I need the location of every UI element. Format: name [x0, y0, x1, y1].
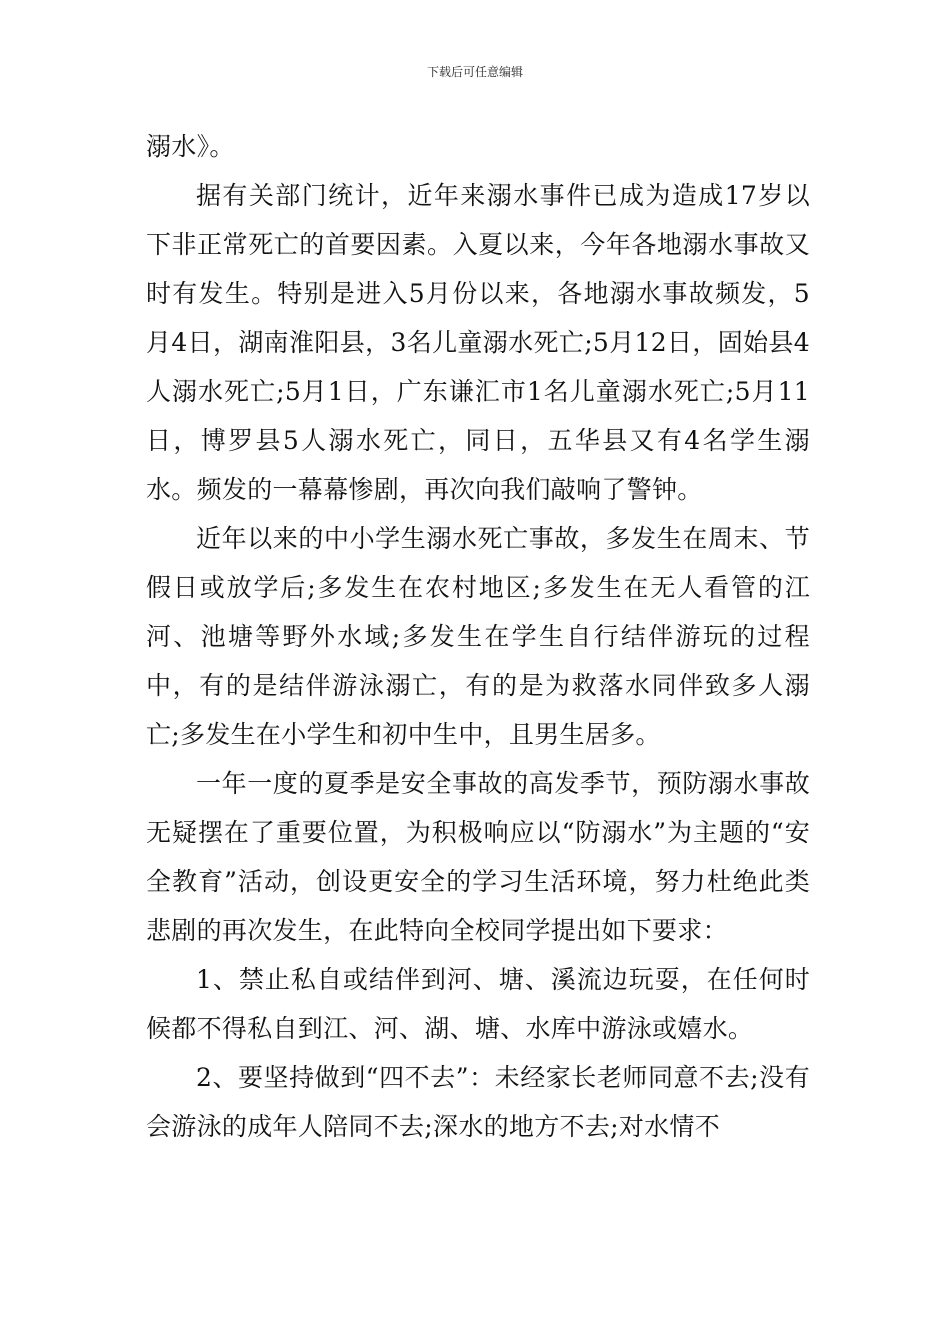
page-header: 下载后可任意编辑	[426, 65, 523, 79]
paragraph-1: 溺水》。	[146, 132, 235, 161]
paragraph-6: 2、要坚持做到“四不去”：未经家长老师同意不去;没有会游泳的成年人陪同不去;深水的地方不去;对水情不	[146, 1063, 810, 1141]
paragraph-2: 据有关部门统计，近年来溺水事件已成为造成17岁以下非正常死亡的首要因素。入夏以来，今年各地溺水事故又时有发生。特别是进入5月份以来，各地溺水事故频发，5月4日，湖南淮阳县，3名儿童溺水死亡;5月12日，固始县4人溺水死亡;5月1日，广东谦汇市1名儿童溺水死亡;5月11日，博罗县5人溺水死亡，同日，五华县又有4名学生溺水。频发的一幕幕惨剧，再次向我们敲响了警钟。	[146, 181, 810, 504]
paragraph-5: 1、禁止私自或结伴到河、塘、溪流边玩耍，在任何时候都不得私自到江、河、湖、塘、水库中游泳或嬉水。	[146, 965, 810, 1043]
paragraph-3: 近年以来的中小学生溺水死亡事故，多发生在周末、节假日或放学后;多发生在农村地区;多发生在无人看管的江河、池塘等野外水域;多发生在学生自行结伴游玩的过程中，有的是结伴游泳溺亡，有的是为救落水同伴致多人溺亡;多发生在小学生和初中生中，且男生居多。	[146, 524, 810, 749]
paragraph-4: 一年一度的夏季是安全事故的高发季节，预防溺水事故无疑摆在了重要位置，为积极响应以“防溺水”为主题的“安全教育”活动，创设更安全的学习生活环境，努力杜绝此类悲剧的再次发生，在此特向全校同学提出如下要求：	[146, 769, 810, 945]
document-body	[146, 122, 810, 1151]
